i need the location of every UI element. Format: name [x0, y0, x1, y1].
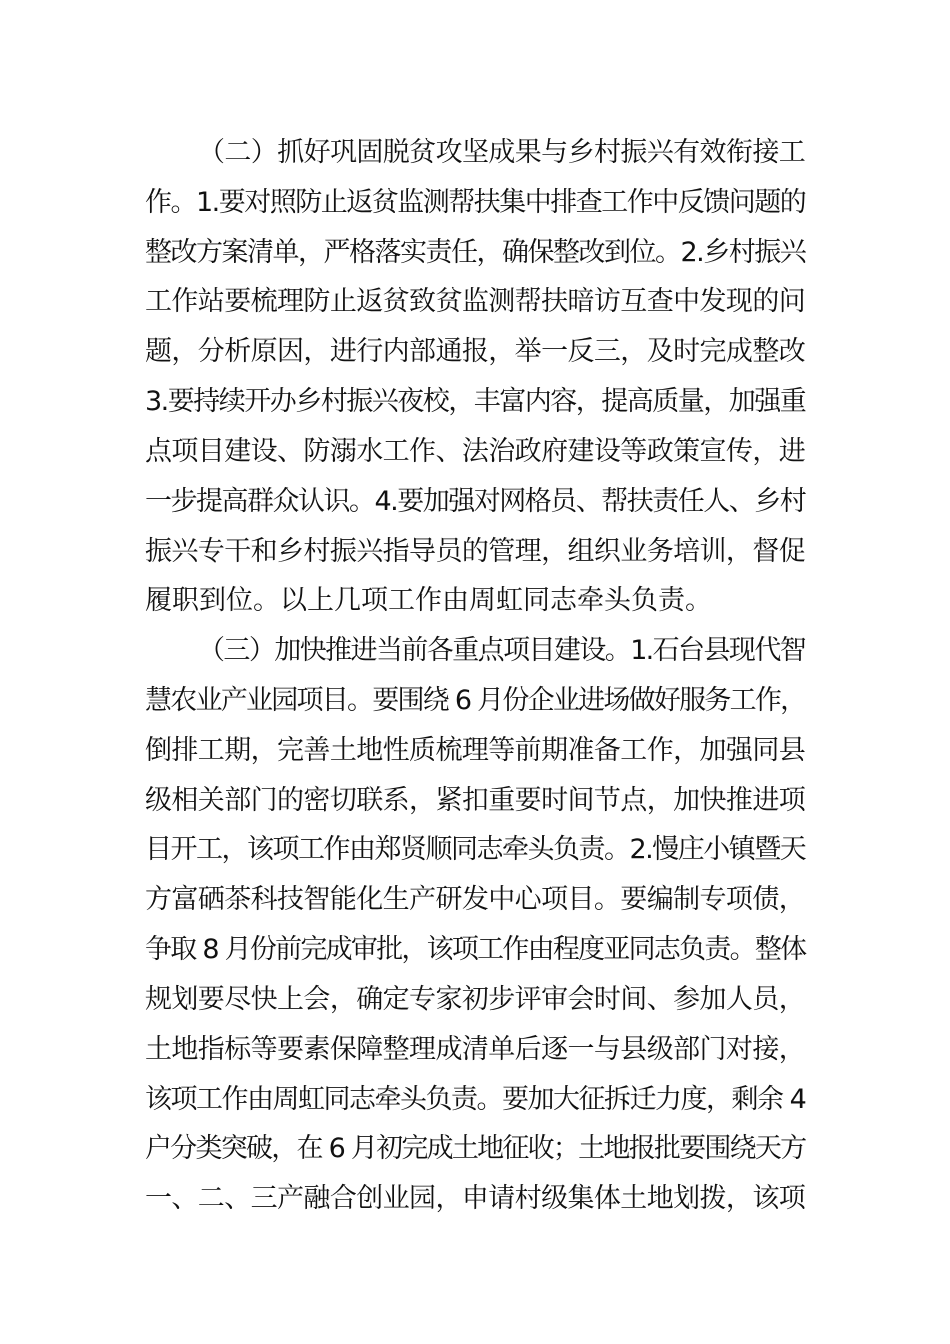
paragraph-line: （三）加快推进当前各重点项目建设。1.石台县现代智: [198, 635, 805, 666]
paragraph-line: 一、二、三产融合创业园，申请村级集体土地划拨，该项: [145, 1183, 805, 1214]
paragraph-line: 作。1.要对照防止返贫监测帮扶集中排查工作中反馈问题的: [145, 187, 806, 218]
paragraph-line: 级相关部门的密切联系，紧扣重要时间节点，加快推进项: [145, 785, 805, 816]
paragraph-line: 慧农业产业园项目。要围绕 6 月份企业进场做好服务工作，: [145, 685, 806, 716]
paragraph-line: 倒排工期，完善土地性质梳理等前期准备工作，加强同县: [145, 735, 805, 766]
paragraph-line: （二）抓好巩固脱贫攻坚成果与乡村振兴有效衔接工: [198, 137, 805, 168]
paragraph-line: 方富硒茶科技智能化生产研发中心项目。要编制专项债，: [145, 884, 805, 915]
paragraph-line: 题，分析原因，进行内部通报，举一反三，及时完成整改: [145, 336, 805, 367]
paragraph-line: 争取 8 月份前完成审批，该项工作由程度亚同志负责。整体: [145, 934, 806, 965]
paragraph-line: 点项目建设、防溺水工作、法治政府建设等政策宣传，进: [145, 436, 805, 467]
paragraph-line: 户分类突破，在 6 月初完成土地征收；土地报批要围绕天方: [145, 1133, 806, 1164]
paragraph-line: 规划要尽快上会，确定专家初步评审会时间、参加人员，: [145, 984, 805, 1015]
paragraph-line: 振兴专干和乡村振兴指导员的管理，组织业务培训，督促: [145, 536, 805, 567]
paragraph-line: 工作站要梳理防止返贫致贫监测帮扶暗访互查中发现的问: [145, 286, 805, 317]
paragraph-line: 整改方案清单，严格落实责任，确保整改到位。2.乡村振兴: [145, 237, 806, 268]
paragraph-line: 土地指标等要素保障整理成清单后逐一与县级部门对接，: [145, 1034, 805, 1065]
paragraph-line: 一步提高群众认识。4.要加强对网格员、帮扶责任人、乡村: [145, 486, 806, 517]
paragraph-line: 该项工作由周虹同志牵头负责。要加大征拆迁力度，剩余 4: [145, 1084, 806, 1115]
paragraph-line: 履职到位。以上几项工作由周虹同志牵头负责。: [145, 585, 712, 616]
paragraph-line: 3.要持续开办乡村振兴夜校，丰富内容，提高质量，加强重: [145, 386, 806, 417]
paragraph-line: 目开工，该项工作由郑贤顺同志牵头负责。2.慢庄小镇暨天: [145, 834, 806, 865]
